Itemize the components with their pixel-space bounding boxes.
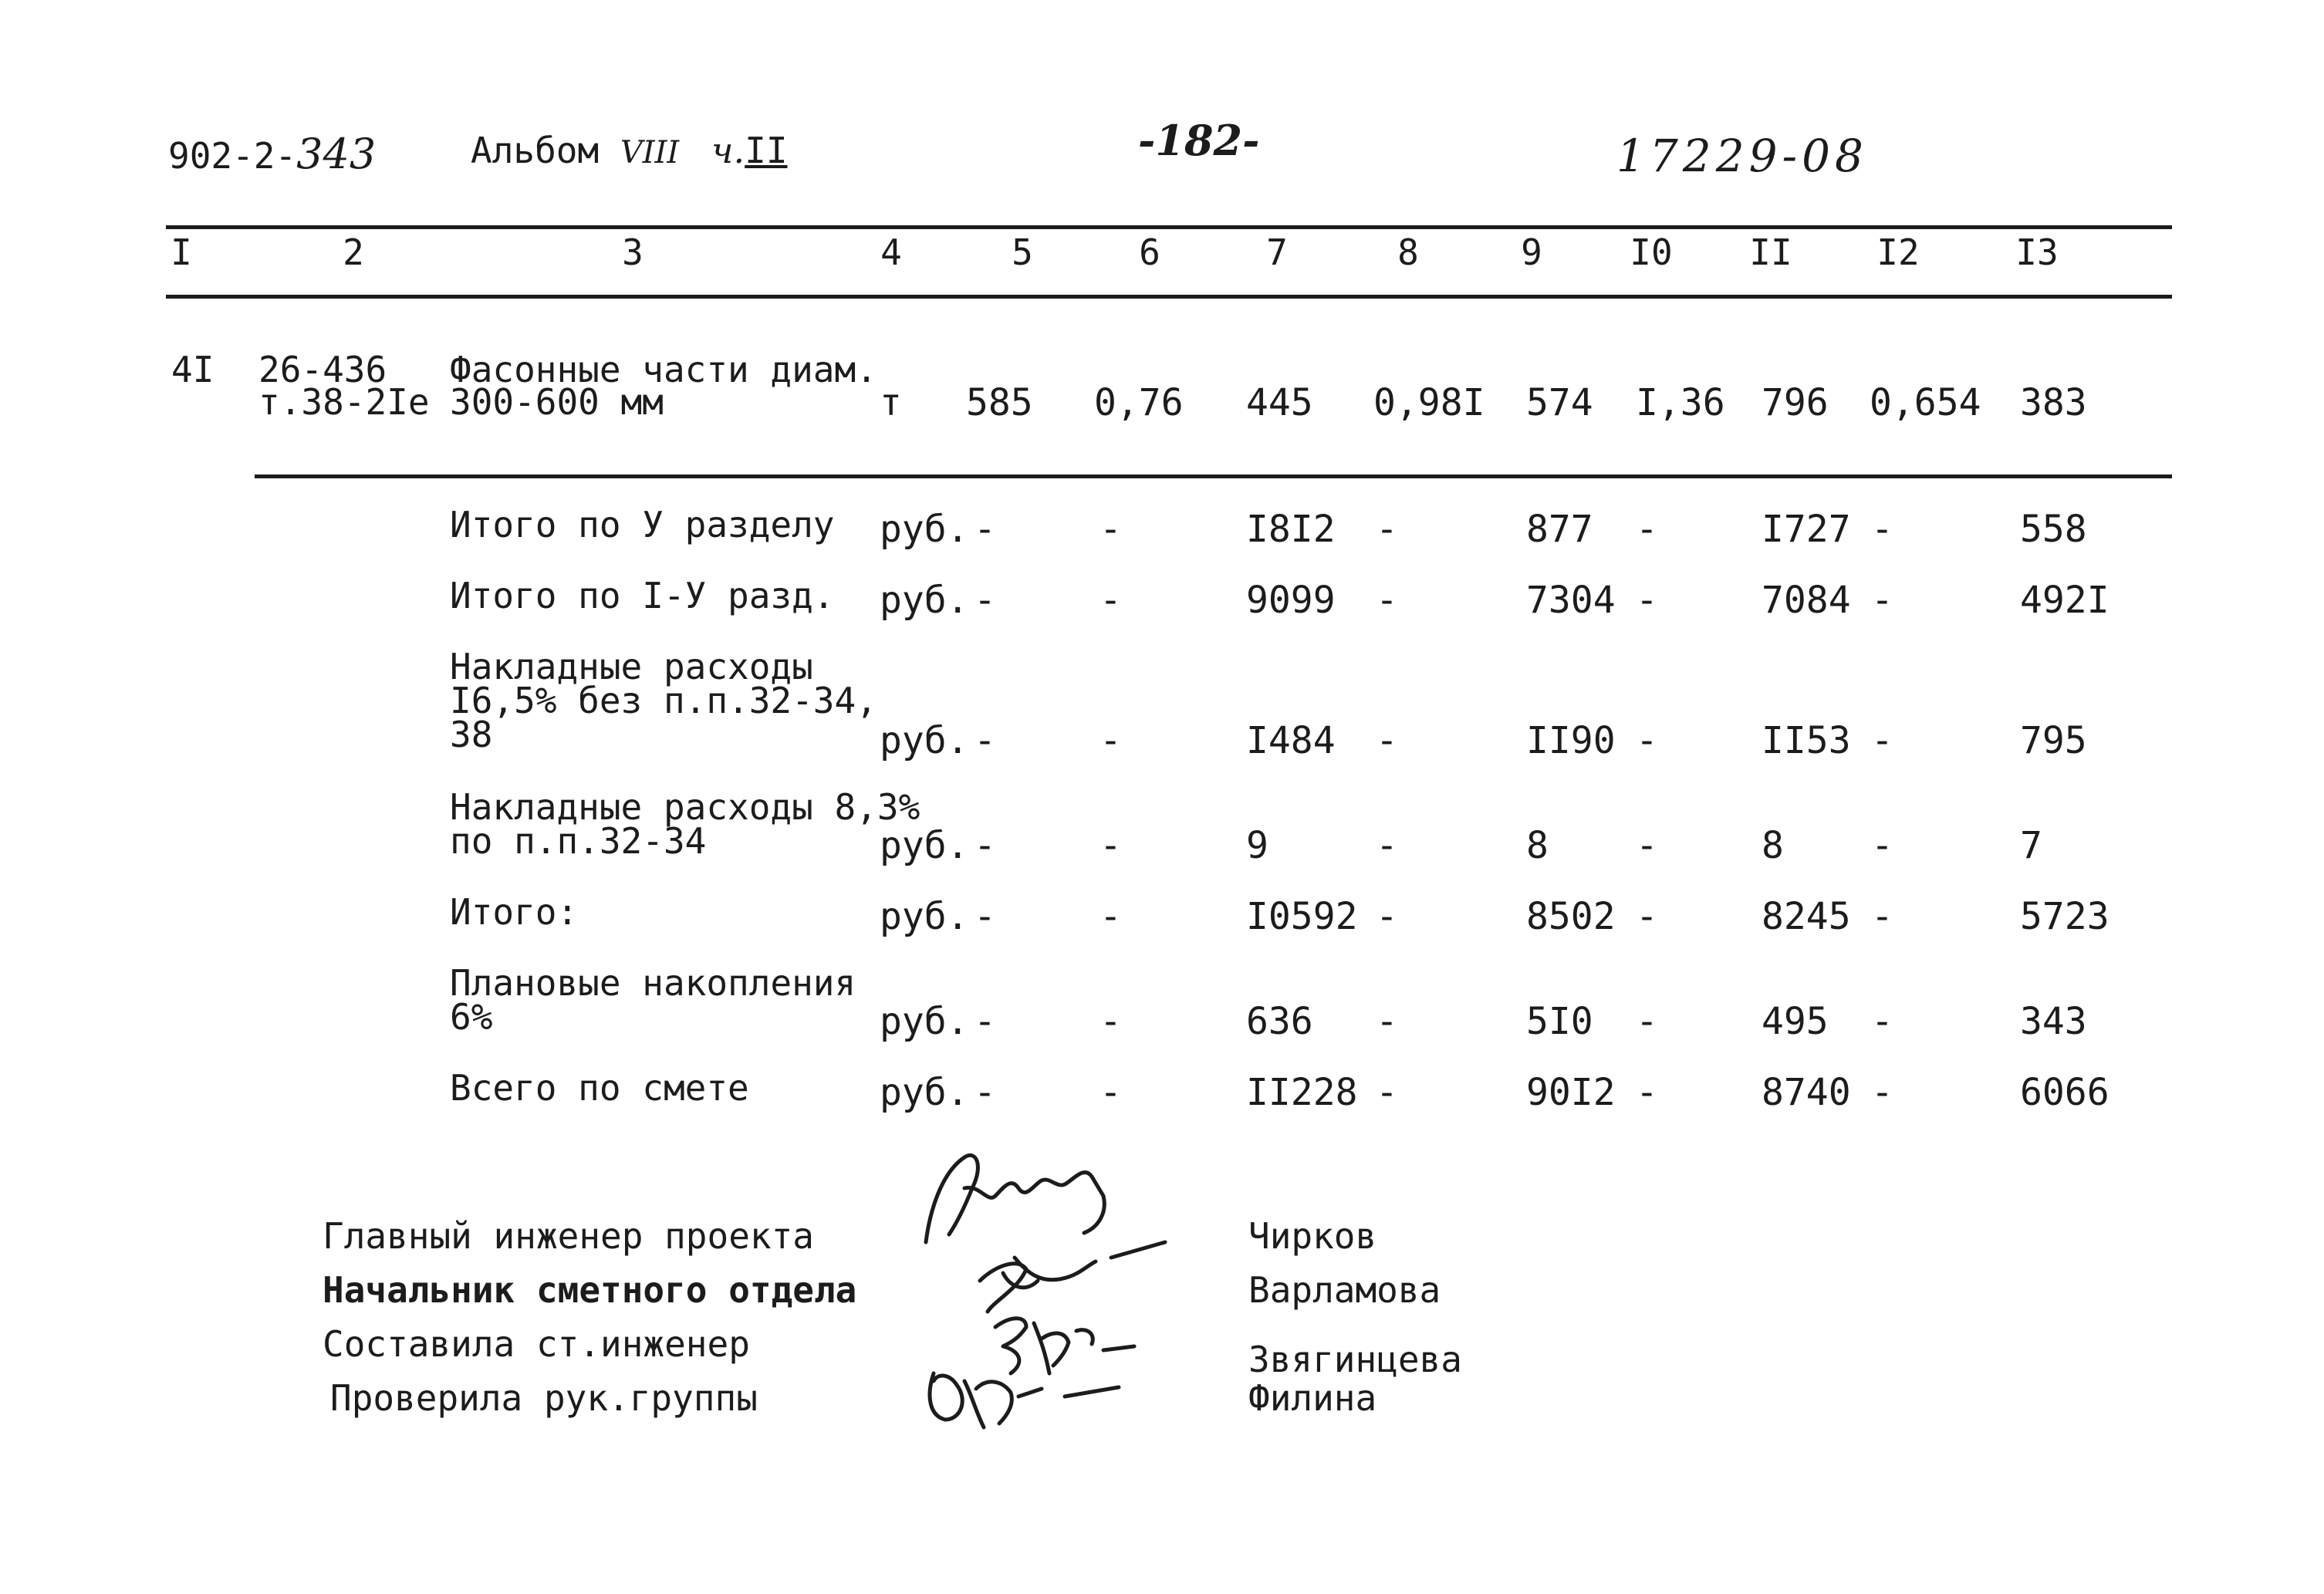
row-col5: - xyxy=(974,719,996,762)
row-col13: 343 xyxy=(2020,1000,2087,1043)
row-col8: - xyxy=(1376,508,1398,551)
row-unit: руб. xyxy=(880,579,969,622)
row-col11: 8 xyxy=(1762,824,1784,867)
row-col10: - xyxy=(1636,1000,1658,1043)
row-col13: 795 xyxy=(2020,719,2087,762)
archive-number: 17229-08 xyxy=(1616,130,1868,182)
row-col7: II228 xyxy=(1246,1071,1358,1114)
item-code-line1: 26-436 xyxy=(258,349,387,390)
item-number: 4I xyxy=(171,349,214,390)
row-col9: 8 xyxy=(1526,824,1549,867)
page-number: -182- xyxy=(1138,116,1260,165)
row-col11: II53 xyxy=(1762,719,1851,762)
column-number: 8 xyxy=(1397,231,1419,273)
row-col10: - xyxy=(1636,895,1658,938)
row-col11: 8245 xyxy=(1762,895,1851,938)
row-unit: руб. xyxy=(880,719,969,762)
row-col13: 5723 xyxy=(2020,895,2110,938)
row-col6: - xyxy=(1100,508,1122,551)
column-number: 3 xyxy=(622,231,643,273)
row-col7: 636 xyxy=(1246,1000,1313,1043)
row-col9: 8502 xyxy=(1526,895,1616,938)
row-col12: - xyxy=(1871,719,1893,762)
column-number: I0 xyxy=(1630,231,1673,273)
column-number: I2 xyxy=(1876,231,1920,273)
row-col8: - xyxy=(1376,824,1398,867)
row-col8: - xyxy=(1376,1071,1398,1114)
signature-role: Составила ст.инженер xyxy=(323,1323,750,1365)
row-col7: I0592 xyxy=(1246,895,1358,938)
row-unit: руб. xyxy=(880,508,969,551)
row-unit: руб. xyxy=(880,1071,969,1114)
row-col11: 495 xyxy=(1762,1000,1829,1043)
row-col8: - xyxy=(1376,579,1398,622)
row-col5: - xyxy=(974,895,996,938)
row-col12: - xyxy=(1871,1071,1893,1114)
item-col10: I,36 xyxy=(1636,381,1725,424)
doc-code-printed: 902-2- xyxy=(168,135,297,177)
row-label: Накладные расходы 8,3% по п.п.32-34 xyxy=(450,786,920,862)
row-col6: - xyxy=(1100,719,1122,762)
row-col13: 558 xyxy=(2020,508,2087,551)
row-col9: 877 xyxy=(1526,508,1593,551)
row-col5: - xyxy=(974,1000,996,1043)
item-col5: 585 xyxy=(966,381,1033,424)
row-col7: I484 xyxy=(1246,719,1336,762)
table-top-rule xyxy=(166,225,2172,229)
row-col9: 90I2 xyxy=(1526,1071,1616,1114)
row-col10: - xyxy=(1636,579,1658,622)
row-col5: - xyxy=(974,824,996,867)
row-label: Накладные расходы I6,5% без п.п.32-34, 38 xyxy=(450,646,877,755)
column-number: 9 xyxy=(1521,231,1542,273)
column-number: 5 xyxy=(1012,231,1033,273)
row-col13: 6066 xyxy=(2020,1071,2110,1114)
column-number: I xyxy=(171,231,192,273)
row-col10: - xyxy=(1636,719,1658,762)
row-col10: - xyxy=(1636,1071,1658,1114)
row-label: Всего по смете xyxy=(450,1067,749,1109)
row-col5: - xyxy=(974,508,996,551)
item-col7: 445 xyxy=(1246,381,1313,424)
column-header-rule xyxy=(166,295,2172,299)
item-col8: 0,98I xyxy=(1373,381,1485,424)
row-col11: 8740 xyxy=(1762,1071,1851,1114)
row-col11: I727 xyxy=(1762,508,1851,551)
part-text: ч. xyxy=(711,130,745,171)
column-number: I3 xyxy=(2015,231,2059,273)
row-col5: - xyxy=(974,579,996,622)
item-col6: 0,76 xyxy=(1094,381,1184,424)
signature-name: Чирков xyxy=(1248,1215,1377,1257)
signature-role: Проверила рук.группы xyxy=(330,1377,758,1419)
row-col10: - xyxy=(1636,824,1658,867)
item-code-line2: т.38-2Iе xyxy=(258,381,430,423)
album-handwritten: VIII xyxy=(620,135,680,171)
signature-name: Звягинцева xyxy=(1248,1339,1462,1380)
item-col11: 796 xyxy=(1762,381,1829,424)
row-col12: - xyxy=(1871,824,1893,867)
row-col6: - xyxy=(1100,579,1122,622)
row-col6: - xyxy=(1100,824,1122,867)
signature-name: Варламова xyxy=(1248,1269,1441,1311)
column-number: 7 xyxy=(1266,231,1288,273)
item-col13: 383 xyxy=(2020,381,2087,424)
row-unit: руб. xyxy=(880,895,969,938)
row-col13: 7 xyxy=(2020,824,2042,867)
signature-name: Филина xyxy=(1248,1377,1377,1419)
doc-code xyxy=(168,130,376,178)
row-col9: 7304 xyxy=(1526,579,1616,622)
totals-rule xyxy=(255,474,2172,478)
column-number: 6 xyxy=(1139,231,1160,273)
album-text: Альбом xyxy=(471,130,600,171)
row-col7: 9 xyxy=(1246,824,1268,867)
item-col9: 574 xyxy=(1526,381,1593,424)
row-col6: - xyxy=(1100,1071,1122,1114)
row-label: Итого по У разделу xyxy=(450,504,835,545)
row-col9: II90 xyxy=(1526,719,1616,762)
row-col10: - xyxy=(1636,508,1658,551)
row-label: Итого: xyxy=(450,891,579,933)
row-col9: 5I0 xyxy=(1526,1000,1593,1043)
row-unit: руб. xyxy=(880,1000,969,1043)
row-col12: - xyxy=(1871,1000,1893,1043)
row-col13: 492I xyxy=(2020,579,2110,622)
row-col11: 7084 xyxy=(1762,579,1851,622)
item-name-line2: 300-600 мм xyxy=(450,381,664,423)
column-number: 2 xyxy=(343,231,364,273)
handwritten-signatures xyxy=(910,1142,1188,1450)
row-col6: - xyxy=(1100,895,1122,938)
doc-code-handwritten: 343 xyxy=(296,130,377,178)
row-col12: - xyxy=(1871,579,1893,622)
signature-role: Главный инженер проекта xyxy=(323,1215,814,1257)
row-col8: - xyxy=(1376,1000,1398,1043)
row-col12: - xyxy=(1871,508,1893,551)
part-roman: II xyxy=(745,130,788,171)
item-unit: т xyxy=(880,381,902,424)
item-name-line1: Фасонные части диам. xyxy=(450,349,877,390)
album-label xyxy=(471,130,788,171)
row-col6: - xyxy=(1100,1000,1122,1043)
signature-role: Начальник сметного отдела xyxy=(323,1269,857,1311)
row-col7: 9099 xyxy=(1246,579,1336,622)
column-number: II xyxy=(1749,231,1792,273)
row-col7: I8I2 xyxy=(1246,508,1336,551)
item-col12: 0,654 xyxy=(1870,381,1981,424)
row-unit: руб. xyxy=(880,824,969,867)
row-label: Плановые накопления 6% xyxy=(450,962,856,1038)
row-col8: - xyxy=(1376,895,1398,938)
row-col8: - xyxy=(1376,719,1398,762)
row-col12: - xyxy=(1871,895,1893,938)
row-col5: - xyxy=(974,1071,996,1114)
column-number: 4 xyxy=(880,231,902,273)
row-label: Итого по I-У разд. xyxy=(450,575,835,616)
